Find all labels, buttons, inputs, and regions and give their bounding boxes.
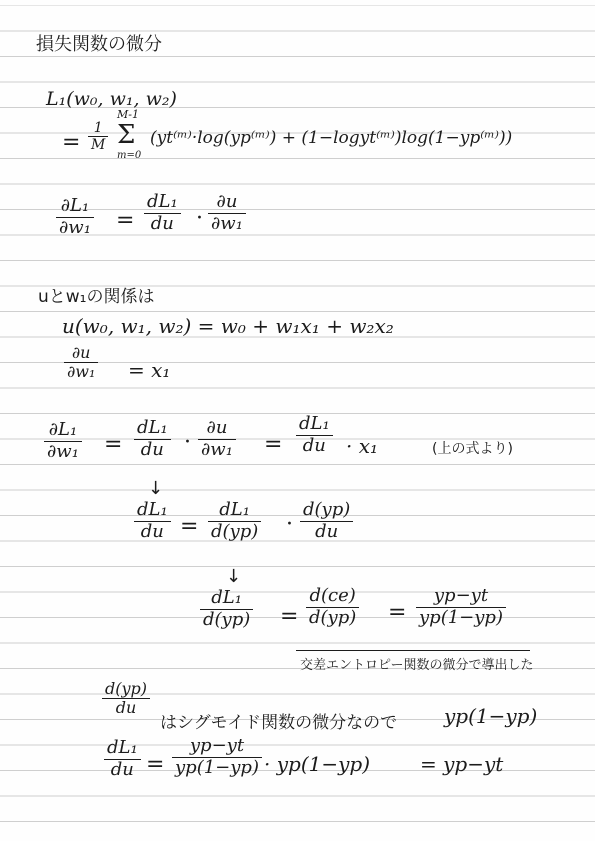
dyp-du-fraction [300,500,353,542]
du-dw1-fraction [208,192,246,234]
du-dw1-result: = x₁ [128,358,171,382]
cross-entropy-derivative-fraction [416,586,506,628]
fraction-denominator: du [140,438,164,460]
dl-du-fraction [296,414,333,456]
coef-denominator: M [91,137,106,154]
fraction-numerator: yp−yt [172,736,262,758]
dl-du-fraction [134,418,171,460]
sum-lower-limit: m=0 [117,150,142,161]
fraction-numerator: ∂u [198,418,236,440]
multiply-dot: · [286,512,293,537]
fraction-denominator: ∂w₁ [201,438,233,460]
fraction-denominator: ∂w₁ [67,362,96,382]
loss-lhs: L₁(w₀, w₁, w₂) [46,88,177,110]
fraction-denominator: d(yp) [203,608,251,630]
fraction-numerator: d(ce) [306,586,359,608]
fraction-numerator: dL₁ [208,500,261,522]
du-dw1-fraction [64,344,98,382]
down-arrow-icon: ↓ [226,566,242,587]
dyp-du-fraction [102,680,150,718]
fraction-numerator: dL₁ [296,414,333,436]
sum-upper-limit: M-1 [117,108,139,121]
relation-heading: uとw₁の関係は [38,287,155,307]
fraction-numerator: d(yp) [102,680,150,699]
fraction-numerator: d(yp) [300,500,353,522]
fraction-numerator: yp−yt [416,586,506,608]
fraction-numerator: ∂u [208,192,246,214]
loss-body: (yt⁽ᵐ⁾·log(yp⁽ᵐ⁾) + (1−logyt⁽ᵐ⁾)log(1−yp⁽ᵐ⁾)) [150,128,513,148]
equals-sign: = [62,130,81,155]
page-title: 損失関数の微分 [36,34,162,55]
fraction-denominator: du [302,434,326,456]
dl-du-fraction [144,192,181,234]
cross-entropy-derivative-fraction [172,736,262,778]
fraction-denominator: d(yp) [309,606,357,628]
u-definition: u(w₀, w₁, w₂) = w₀ + w₁x₁ + w₂x₂ [62,314,394,338]
fraction-denominator: du [315,520,339,542]
dce-dyp-fraction [306,586,359,628]
fraction-numerator: dL₁ [134,418,171,440]
fraction-numerator: ∂u [64,344,98,363]
times-x1: · x₁ [346,434,379,458]
dl-dyp-fraction [200,588,253,630]
fraction-denominator: du [115,698,137,718]
multiply-dot: · [184,430,191,455]
final-result: = yp−yt [420,752,504,776]
du-dw1-fraction [198,418,236,460]
fraction-denominator: du [110,758,134,780]
equals-sign: = [146,752,165,777]
fraction-denominator: ∂w₁ [47,440,79,462]
loss-coefficient [88,120,108,153]
fraction-denominator: ∂w₁ [211,212,243,234]
dl-du-fraction [104,738,141,780]
fraction-numerator: dL₁ [144,192,181,214]
result-underline [296,650,530,651]
equals-sign: = [104,432,123,457]
times-sigmoid-derivative: · yp(1−yp) [264,752,371,776]
partial-l-w1-fraction [44,420,82,462]
sigmoid-derivative: yp(1−yp) [444,704,538,728]
fraction-denominator: ∂w₁ [59,216,91,238]
fraction-numerator: dL₁ [104,738,141,760]
fraction-denominator: yp(1−yp) [419,606,503,628]
fraction-denominator: du [140,520,164,542]
equals-sign: = [264,432,283,457]
multiply-dot: · [196,206,203,231]
cross-entropy-note: 交差エントロピー関数の微分で導出した [300,658,534,673]
fraction-denominator: d(yp) [211,520,259,542]
fraction-numerator: dL₁ [134,500,171,522]
equals-sign: = [280,604,299,629]
coef-numerator: 1 [88,120,108,137]
dl-dyp-fraction [208,500,261,542]
sigma-symbol: Σ [117,120,136,150]
fraction-numerator: ∂L₁ [44,420,82,442]
fraction-denominator: yp(1−yp) [175,756,259,778]
fraction-numerator: dL₁ [200,588,253,610]
equals-sign: = [388,600,407,625]
dl-du-fraction [134,500,171,542]
partial-l-w1-fraction [56,196,94,238]
equals-sign: = [116,208,135,233]
fraction-denominator: du [150,212,174,234]
sigmoid-text: はシグモイド関数の微分なので [160,713,398,733]
equals-sign: = [180,514,199,539]
note-from-above: (上の式より) [432,441,513,457]
fraction-numerator: ∂L₁ [56,196,94,218]
down-arrow-icon: ↓ [148,478,164,499]
